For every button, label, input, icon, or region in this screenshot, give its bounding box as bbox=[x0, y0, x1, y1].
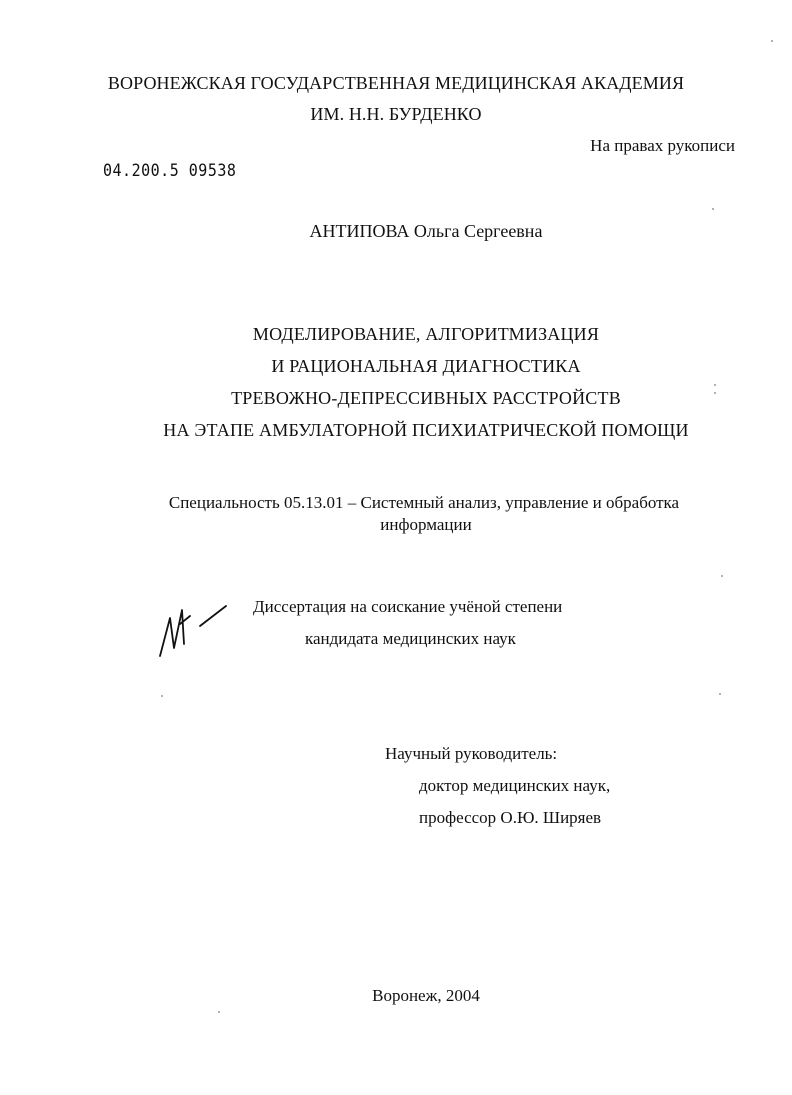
city-year: Воронеж, 2004 bbox=[372, 986, 480, 1005]
dissertation-line-2: кандидата медицинских наук bbox=[305, 629, 516, 648]
specialty-line-1: Специальность 05.13.01 – Системный анализ, управление и обработка bbox=[168, 493, 680, 512]
dissertation-line-1: Диссертация на соискание учёной степени bbox=[253, 597, 563, 616]
manuscript-rights-note: На правах рукописи bbox=[590, 136, 735, 155]
scan-speck bbox=[714, 392, 716, 394]
scan-speck bbox=[714, 384, 716, 386]
scan-speck bbox=[771, 40, 773, 42]
title-line-1: МОДЕЛИРОВАНИЕ, АЛГОРИТМИЗАЦИЯ bbox=[252, 324, 600, 344]
signature-mark bbox=[150, 596, 240, 666]
title-line-3: ТРЕВОЖНО-ДЕПРЕССИВНЫХ РАССТРОЙСТВ bbox=[231, 388, 621, 408]
supervisor-degree: доктор медицинских наук, bbox=[419, 776, 611, 795]
scan-speck bbox=[719, 693, 721, 695]
institution-name-line2: ИМ. Н.Н. БУРДЕНКО bbox=[310, 104, 482, 124]
title-line-2: И РАЦИОНАЛЬНАЯ ДИАГНОСТИКА bbox=[271, 356, 581, 376]
title-line-4: НА ЭТАПЕ АМБУЛАТОРНОЙ ПСИХИАТРИЧЕСКОЙ ПОМОЩИ bbox=[163, 420, 689, 440]
scan-speck bbox=[218, 1011, 220, 1013]
library-stamp-number: 04.200.5 09538 bbox=[103, 160, 237, 181]
specialty-line-2: информации bbox=[380, 515, 472, 534]
institution-name-line1: ВОРОНЕЖСКАЯ ГОСУДАРСТВЕННАЯ МЕДИЦИНСКАЯ АКАДЕМИЯ bbox=[107, 73, 685, 93]
scan-speck bbox=[161, 695, 163, 697]
scan-speck bbox=[712, 208, 714, 210]
supervisor-heading: Научный руководитель: bbox=[385, 744, 558, 763]
scan-speck bbox=[721, 575, 723, 577]
author-name: АНТИПОВА Ольга Сергеевна bbox=[309, 221, 543, 241]
supervisor-name: профессор О.Ю. Ширяев bbox=[419, 808, 602, 827]
